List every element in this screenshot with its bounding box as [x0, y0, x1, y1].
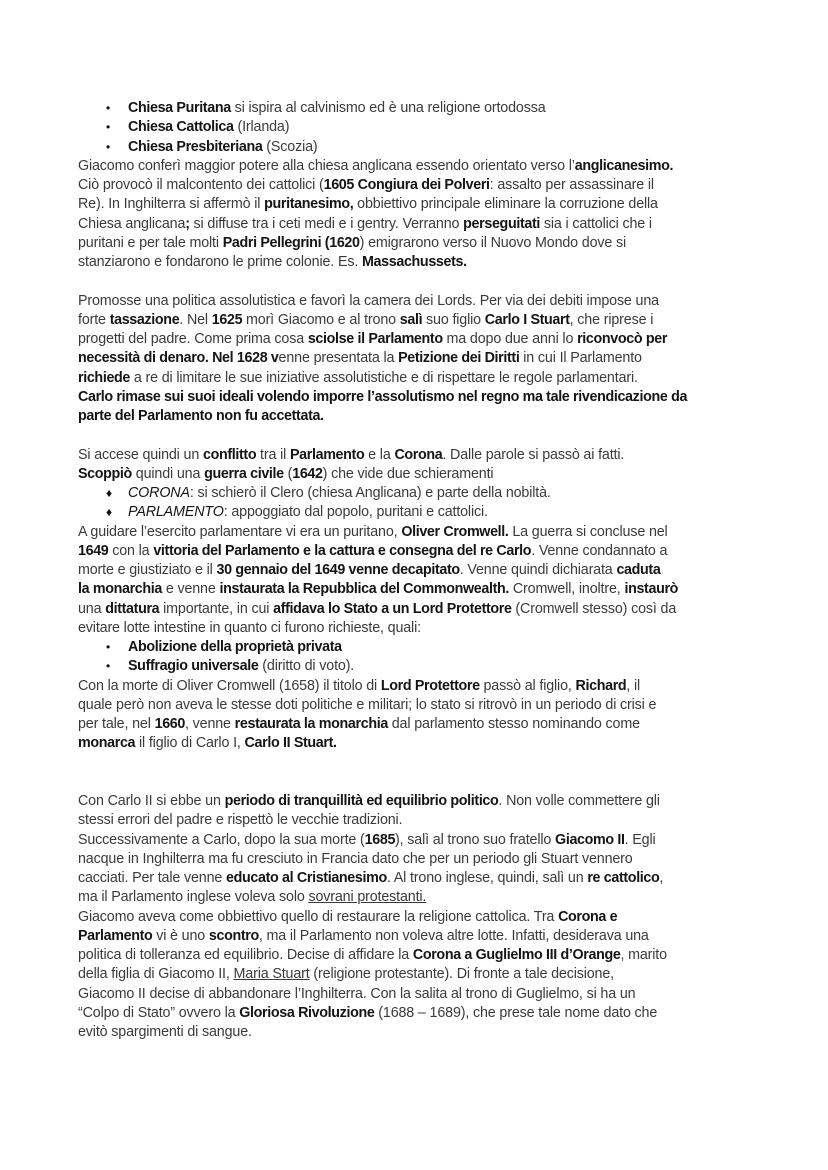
bold-text: Corona a Guglielmo III d’Orange: [412, 947, 621, 963]
bold-text: Carlo I Stuart: [484, 311, 570, 328]
list-item: [78, 118, 778, 137]
text-line: [78, 677, 778, 696]
text-run: evitò spargimenti di sangue.: [78, 1024, 252, 1040]
bold-text: Suffragio universale: [128, 658, 259, 675]
text-line: [78, 465, 778, 484]
text-run: Con Carlo II si ebbe un: [78, 793, 225, 809]
text-line: [78, 869, 778, 888]
text-run: nacque in Inghilterra ma fu cresciuto in Francia dato che per un periodo gli Stuart vennero: [78, 850, 633, 867]
bold-text: instaurò: [624, 581, 679, 598]
text-run: stessi errori del padre e rispettò le vecchie tradizioni.: [78, 812, 403, 829]
text-line: [78, 888, 778, 907]
text-run: (Irlanda): [233, 119, 290, 136]
bold-text: educato al Cristianesimo: [226, 870, 387, 886]
text-run: enne presentata la: [278, 350, 399, 367]
text-line: [78, 253, 778, 272]
text-line: [78, 985, 778, 1004]
text-run: (Scozia): [262, 138, 318, 155]
bold-text: Gloriosa Rivoluzione: [239, 1004, 375, 1021]
text-run: passò al figlio,: [479, 677, 576, 694]
document-page: [78, 99, 778, 1042]
text-line: [78, 715, 778, 734]
bold-text: Oliver Cromwell.: [401, 523, 509, 540]
text-run: (diritto di voto).: [258, 658, 355, 675]
text-run: ma il Parlamento inglese voleva solo: [78, 889, 309, 906]
bold-text: Richard: [575, 677, 627, 694]
text-run: “Colpo di Stato” ovvero la: [78, 1004, 240, 1021]
bold-text: Lord Protettore: [380, 677, 480, 694]
text-run: ,: [659, 870, 664, 886]
text-line: [78, 176, 778, 195]
bold-text: 1660: [154, 716, 185, 732]
bold-text: Scoppiò: [78, 465, 132, 482]
text-line: [78, 734, 778, 753]
text-line: [78, 369, 778, 388]
text-run: . Venne condannato a: [531, 542, 668, 559]
bold-text: Massachussets.: [361, 254, 467, 270]
bold-text: monarca: [78, 735, 136, 752]
text-run: . Al trono inglese, quindi, salì un: [386, 870, 588, 886]
text-run: e la: [364, 446, 395, 463]
text-line: [78, 792, 778, 811]
text-line: [78, 407, 778, 426]
bold-text: Chiesa Puritana: [128, 100, 231, 116]
text-run: : appoggiato dal popolo, puritani e cattolici.: [223, 504, 488, 521]
text-run: , marito: [620, 947, 667, 963]
text-run: Successivamente a Carlo, dopo la sua morte (: [78, 831, 365, 848]
bold-text: puritanesimo,: [264, 196, 354, 213]
text-run: si diffuse tra i ceti medi e i gentry. Verranno: [189, 215, 464, 232]
bold-text: 1649: [78, 542, 109, 559]
text-run: morì Giacomo e al trono: [242, 311, 400, 328]
text-run: , venne: [185, 716, 235, 732]
text-run: quindi una: [131, 465, 205, 482]
underlined-text: sovrani protestanti.: [308, 889, 427, 906]
text-line: [78, 215, 778, 234]
list-item: [78, 484, 778, 503]
text-run: forte: [78, 311, 110, 328]
text-run: Giacomo conferì maggior potere alla chiesa anglicana essendo orientato verso l’: [78, 157, 575, 174]
text-line: [78, 195, 778, 214]
blank-line: [78, 754, 778, 773]
text-line: [78, 946, 778, 965]
text-line: [78, 446, 778, 465]
text-line: [78, 580, 778, 599]
text-run: importante, in cui: [159, 600, 274, 617]
text-line: [78, 927, 778, 946]
bold-text: ;: [185, 215, 190, 232]
bold-text: 1625: [211, 311, 243, 328]
diamond-bullet-icon: ♦: [106, 486, 112, 500]
text-run: A guidare l’esercito parlamentare vi era un puritano,: [78, 523, 402, 540]
italic-text: CORONA: [128, 485, 190, 501]
text-run: , ma il Parlamento non voleva altre lotte. Infatti, desiderava una: [258, 927, 649, 944]
list-item: [78, 138, 778, 157]
text-line: [78, 965, 778, 984]
bold-text: affidava lo Stato a un Lord Protettore: [273, 600, 512, 617]
text-run: vi è uno: [152, 927, 209, 944]
bold-text: Chiesa Presbiteriana: [128, 138, 263, 155]
bold-text: salì: [399, 311, 423, 328]
text-line: [78, 600, 778, 619]
text-line: [78, 330, 778, 349]
text-line: [78, 831, 778, 850]
bold-text: 1642: [292, 465, 323, 482]
text-run: puritani e per tale molti: [78, 234, 223, 251]
text-line: [78, 1023, 778, 1042]
text-run: . Venne quindi dichiarata: [459, 562, 617, 578]
bold-text: instaurata la Repubblica del Commonwealth.: [219, 581, 510, 598]
text-line: [78, 542, 778, 561]
bold-text: anglicanesimo.: [574, 157, 674, 174]
text-run: sia i cattolici che i: [540, 215, 652, 232]
text-run: Cromwell, inoltre,: [509, 581, 625, 598]
text-run: . Dalle parole si passò ai fatti.: [442, 446, 625, 463]
bold-text: 1605 Congiura dei Polveri: [323, 177, 490, 193]
italic-text: PARLAMENTO: [128, 504, 224, 521]
text-run: . Non volle commettere gli: [498, 793, 660, 809]
text-run: in cui Il Parlamento: [519, 350, 642, 367]
text-run: ) emigrarono verso il Nuovo Mondo dove si: [359, 234, 627, 251]
text-run: : assalto per assassinare il: [489, 177, 654, 193]
bold-text: guerra civile: [204, 465, 284, 482]
text-run: Giacomo aveva come obbiettivo quello di restaurare la religione cattolica. Tra: [78, 908, 559, 925]
text-run: , che riprese i: [569, 311, 654, 328]
bold-text: riconvocò per: [577, 331, 668, 347]
text-run: il figlio di Carlo I,: [135, 735, 245, 752]
bullet-icon: •: [106, 640, 111, 654]
text-line: [78, 619, 778, 638]
text-run: per tale, nel: [78, 716, 155, 732]
text-run: (1688 – 1689), che prese tale nome dato che: [374, 1004, 658, 1021]
bold-text: parte del Parlamento non fu accettata.: [78, 408, 324, 424]
text-run: (religione protestante). Di fronte a tale decisione,: [309, 966, 614, 983]
text-run: ma dopo due anni lo: [442, 331, 578, 347]
text-line: [78, 157, 778, 176]
underlined-text: Maria Stuart: [233, 966, 310, 983]
text-run: obbiettivo principale eliminare la corruzione della: [353, 196, 658, 213]
text-run: Re). In Inghilterra si affermò il: [78, 196, 265, 213]
text-run: tra il: [256, 446, 290, 463]
text-run: ) che vide due schieramenti: [322, 465, 494, 482]
bold-text: 1685: [364, 831, 396, 848]
text-run: Giacomo II decise di abbandonare l’Inghilterra. Con la salita al trono di Guglielmo, si ha un: [78, 985, 636, 1002]
list-item: [78, 657, 778, 676]
bold-text: tassazione: [109, 311, 180, 328]
bold-text: Parlamento: [289, 446, 365, 463]
text-run: . Nel: [179, 311, 212, 328]
text-run: politica di tolleranza ed equilibrio. Decise di affidare la: [78, 947, 413, 963]
text-run: Con la morte di Oliver Cromwell (1658) il titolo di: [78, 677, 381, 694]
bullet-icon: •: [106, 120, 111, 135]
text-run: , il: [626, 677, 641, 694]
diamond-bullet-icon: ♦: [106, 505, 112, 520]
bold-text: Carlo rimase sui suoi ideali volendo imporre l’assolutismo nel regno ma tale rivendicazione da: [78, 388, 688, 405]
text-run: si ispira al calvinismo ed è una religione ortodossa: [230, 100, 546, 116]
bullet-icon: •: [106, 101, 111, 115]
text-run: progetti del padre. Come prima cosa: [78, 331, 308, 347]
list-item: [78, 503, 778, 522]
text-run: una: [78, 600, 106, 617]
text-run: con la: [108, 542, 154, 559]
bold-text: Giacomo II: [555, 831, 625, 848]
bold-text: Corona: [394, 446, 443, 463]
text-line: [78, 388, 778, 407]
bullet-icon: •: [106, 659, 111, 674]
text-line: [78, 311, 778, 330]
bullet-icon: •: [106, 139, 111, 154]
text-run: della figlia di Giacomo II,: [78, 966, 234, 983]
text-run: La guerra si concluse nel: [508, 523, 668, 540]
text-run: Chiesa anglicana: [78, 215, 186, 232]
text-run: ), salì al trono suo fratello: [395, 831, 556, 848]
text-line: [78, 1004, 778, 1023]
text-run: dal parlamento stesso nominando come: [387, 716, 640, 732]
text-run: evitare lotte intestine in quanto ci furono richieste, quali:: [78, 619, 421, 636]
bold-text: Chiesa Cattolica: [128, 119, 234, 136]
bold-text: necessità di denaro. Nel 1628 v: [78, 350, 279, 367]
text-run: suo figlio: [422, 311, 485, 328]
blank-line: [78, 773, 778, 792]
bold-text: periodo di tranquillità ed equilibrio politico: [224, 793, 499, 809]
bold-text: restaurata la monarchia: [234, 716, 388, 732]
bold-text: perseguitati: [463, 215, 540, 232]
text-line: [78, 234, 778, 253]
bold-text: Padri Pellegrini (1620: [222, 234, 360, 251]
text-line: [78, 811, 778, 830]
bold-text: conflitto: [202, 446, 257, 463]
bold-text: scontro: [208, 927, 259, 944]
text-run: : si schierò il Clero (chiesa Anglicana) e parte della nobiltà.: [189, 485, 551, 501]
bold-text: Petizione dei Diritti: [398, 350, 520, 367]
bold-text: sciolse il Parlamento: [307, 331, 443, 347]
text-line: [78, 349, 778, 368]
bold-text: re cattolico: [587, 870, 660, 886]
blank-line: [78, 272, 778, 291]
blank-line: [78, 426, 778, 445]
text-run: (: [283, 465, 293, 482]
text-line: [78, 850, 778, 869]
bold-text: vittoria del Parlamento e la cattura e consegna del re Carlo: [153, 542, 532, 559]
text-line: [78, 561, 778, 580]
text-run: Promosse una politica assolutistica e favorì la camera dei Lords. Per via dei debiti impose una: [78, 292, 659, 309]
text-line: [78, 908, 778, 927]
text-run: cacciati. Per tale venne: [78, 870, 227, 886]
bold-text: richiede: [78, 369, 131, 386]
text-run: morte e giustiziato e il: [78, 562, 217, 578]
bold-text: Carlo II Stuart.: [244, 735, 337, 752]
text-line: [78, 523, 778, 542]
bold-text: Parlamento: [78, 927, 153, 944]
text-run: . Egli: [624, 831, 656, 848]
text-line: [78, 696, 778, 715]
list-item: [78, 638, 778, 657]
bold-text: dittatura: [105, 600, 160, 617]
list-item: [78, 99, 778, 118]
text-line: [78, 292, 778, 311]
bold-text: 30 gennaio del 1649 venne decapitato: [216, 562, 460, 578]
text-run: Si accese quindi un: [78, 446, 203, 463]
bold-text: Corona e: [558, 908, 618, 925]
text-run: stanziarono e fondarono le prime colonie. Es.: [78, 254, 362, 270]
bold-text: Abolizione della proprietà privata: [128, 639, 342, 655]
text-run: Ciò provocò il malcontento dei cattolici (: [78, 177, 324, 193]
text-run: e venne: [162, 581, 220, 598]
text-run: (Cromwell stesso) così da: [511, 600, 677, 617]
bold-text: caduta: [616, 562, 661, 578]
text-run: quale però non aveva le stesse doti politiche e militari; lo stato si ritrovò in un periodo di crisi e: [78, 696, 657, 713]
text-run: a re di limitare le sue iniziative assolutistiche e di rispettare le regole parlamentari.: [130, 369, 638, 386]
bold-text: la monarchia: [78, 581, 162, 598]
